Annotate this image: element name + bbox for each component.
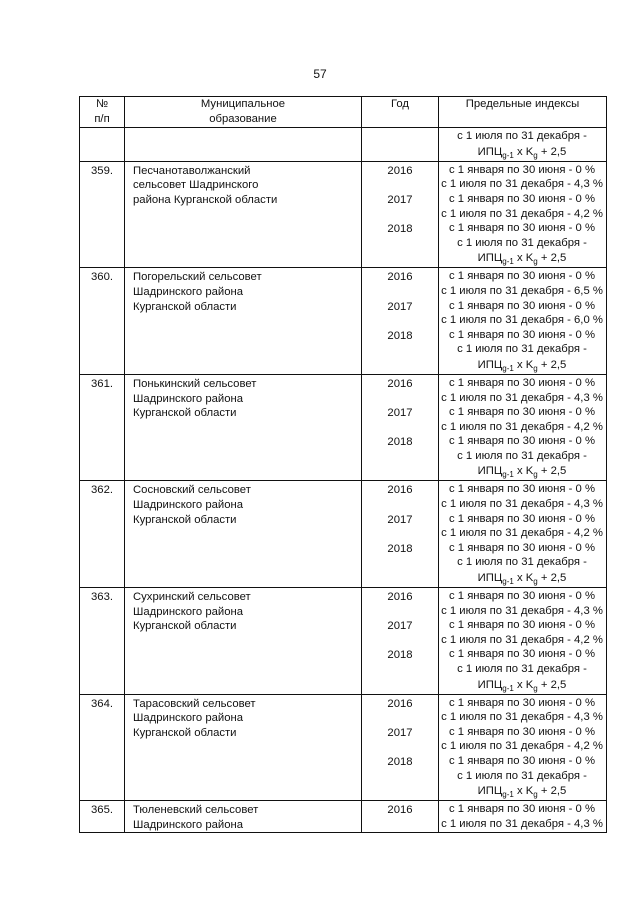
- formula: $ИПЦ_{g-1}$ х $K_g + 2,5$: [477, 572, 567, 587]
- index-period: с 1 июля по 31 декабря - 4,3 %: [441, 817, 603, 830]
- formula: $ИПЦ_{g-1}$ х $K_g + 2,5$: [477, 145, 567, 160]
- index-period: с 1 января по 30 июня - 0 %: [448, 328, 596, 341]
- index-period: с 1 июля по 31 декабря -: [457, 236, 587, 249]
- year-value: 2017: [387, 726, 413, 739]
- municipality-name: Сосновский сельсовет Шадринского района Курганской области: [125, 481, 362, 588]
- header-indices: Предельные индексы: [439, 97, 607, 128]
- index-period: с 1 июля по 31 декабря - 4,3 %: [441, 604, 603, 617]
- indices-cell: [439, 694, 607, 801]
- index-period: с 1 января по 30 июня - 0 %: [448, 406, 596, 419]
- year-cell: [362, 161, 439, 268]
- year-value: 2016: [387, 697, 413, 710]
- index-period: с 1 января по 30 июня - 0 %: [448, 725, 596, 738]
- index-period: с 1 июля по 31 декабря -: [457, 449, 587, 462]
- year-value: 2017: [387, 193, 413, 206]
- indices-cell: [439, 161, 607, 268]
- continuation-indices: с 1 июля по 31 декабря - $ИПЦ_{g-1}$ х $K_g + 2,5$: [439, 128, 607, 162]
- index-period: с 1 июля по 31 декабря - 4,2 %: [441, 633, 603, 646]
- year-value: 2018: [387, 755, 413, 768]
- index-period: с 1 января по 30 июня - 0 %: [448, 376, 596, 389]
- index-period: с 1 июля по 31 декабря - 4,3 %: [441, 498, 603, 511]
- year-value: 2018: [387, 436, 413, 449]
- header-municipality: Муниципальное образование: [125, 97, 362, 128]
- municipality-name: Погорельский сельсовет Шадринского района Курганской области: [125, 268, 362, 375]
- index-period: с 1 июля по 31 декабря - 4,2 %: [441, 527, 603, 540]
- index-period: с 1 января по 30 июня - 0 %: [448, 192, 596, 205]
- index-period: с 1 июля по 31 декабря - 6,5 %: [441, 284, 603, 297]
- year-value: 2016: [387, 271, 413, 284]
- index-period: с 1 июля по 31 декабря - 4,3 %: [441, 391, 603, 404]
- year-value: 2018: [387, 329, 413, 342]
- index-period: с 1 января по 30 июня - 0 %: [448, 483, 596, 496]
- table-row: [80, 588, 607, 695]
- continuation-row: [80, 128, 607, 162]
- table-header-row: [80, 97, 607, 128]
- index-period: с 1 января по 30 июня - 0 %: [448, 696, 596, 709]
- formula: $ИПЦ_{g-1}$ х $K_g + 2,5$: [477, 785, 567, 800]
- year-value: 2017: [387, 513, 413, 526]
- table-row: [80, 161, 607, 268]
- index-period: с 1 января по 30 июня - 0 %: [448, 435, 596, 448]
- index-period: с 1 января по 30 июня - 0 %: [448, 299, 596, 312]
- index-period: с 1 января по 30 июня - 0 %: [448, 163, 596, 176]
- index-period: с 1 июля по 31 декабря - 6,0 %: [441, 314, 603, 327]
- table-row: [80, 374, 607, 481]
- year-cell: [362, 374, 439, 481]
- index-period: с 1 июля по 31 декабря -: [457, 343, 587, 356]
- indices-cell: [439, 374, 607, 481]
- header-year: Год: [362, 97, 439, 128]
- year-cell: [362, 268, 439, 375]
- table-row: [80, 694, 607, 801]
- year-value: 2016: [387, 164, 413, 177]
- formula: $ИПЦ_{g-1}$ х $K_g + 2,5$: [477, 678, 567, 693]
- index-period: с 1 января по 30 июня - 0 %: [448, 222, 596, 235]
- table-row: [80, 481, 607, 588]
- table-row: [80, 268, 607, 375]
- index-period: с 1 июля по 31 декабря - 4,2 %: [441, 740, 603, 753]
- index-period: с 1 января по 30 июня - 0 %: [448, 648, 596, 661]
- year-cell: [362, 694, 439, 801]
- index-period: с 1 января по 30 июня - 0 %: [448, 619, 596, 632]
- indices-cell: [439, 588, 607, 695]
- year-value: 2018: [387, 649, 413, 662]
- index-period: с 1 января по 30 июня - 0 %: [448, 541, 596, 554]
- page-number: 57: [313, 67, 327, 81]
- year-value: 2018: [387, 223, 413, 236]
- year-cell: [362, 481, 439, 588]
- index-period: с 1 июля по 31 декабря - 4,3 %: [441, 711, 603, 724]
- year-value: 2017: [387, 407, 413, 420]
- year-value: 2017: [387, 620, 413, 633]
- row-number: 362.: [80, 481, 125, 588]
- municipality-name: Песчанотаволжанский сельсовет Шадринского района Курганской области: [125, 161, 362, 268]
- row-number: 363.: [80, 588, 125, 695]
- index-period: с 1 июля по 31 декабря -: [457, 663, 587, 675]
- index-period: с 1 июля по 31 декабря - 4,2 %: [441, 207, 603, 220]
- year-cell: [362, 588, 439, 695]
- municipality-name: Понькинский сельсовет Шадринского района Курганской области: [125, 374, 362, 481]
- index-period: с 1 июля по 31 декабря - 4,3 %: [441, 178, 603, 191]
- row-number: 364.: [80, 694, 125, 801]
- formula: $ИПЦ_{g-1}$ х $K_g + 2,5$: [477, 465, 567, 480]
- municipality-name: Тарасовский сельсовет Шадринского района Курганской области: [125, 694, 362, 801]
- row-number: 365.: [80, 801, 125, 833]
- year-value: 2017: [387, 300, 413, 313]
- municipality-name: Тюленевский сельсовет Шадринского района: [125, 801, 362, 833]
- indices-table: [79, 96, 607, 833]
- index-period: с 1 января по 30 июня - 0 %: [448, 590, 596, 603]
- indices-cell: [439, 801, 607, 833]
- year-value: 2016: [387, 591, 413, 604]
- formula: $ИПЦ_{g-1}$ х $K_g + 2,5$: [477, 252, 567, 267]
- formula: $ИПЦ_{g-1}$ х $K_g + 2,5$: [477, 358, 567, 373]
- index-period: с 1 июля по 31 декабря -: [457, 556, 587, 569]
- index-period: с 1 января по 30 июня - 0 %: [448, 803, 596, 816]
- index-period: с 1 января по 30 июня - 0 %: [448, 512, 596, 525]
- header-num: № п/п: [80, 97, 125, 128]
- index-period: с 1 января по 30 июня - 0 %: [448, 270, 596, 283]
- indices-cell: [439, 268, 607, 375]
- row-number: 359.: [80, 161, 125, 268]
- municipality-name: Сухринский сельсовет Шадринского района Курганской области: [125, 588, 362, 695]
- year-value: 2016: [387, 377, 413, 390]
- index-period: с 1 июля по 31 декабря - 4,2 %: [441, 420, 603, 433]
- index-period: с 1 июля по 31 декабря -: [457, 769, 587, 782]
- year-value: 2016: [387, 484, 413, 497]
- year-value: 2018: [387, 542, 413, 555]
- row-number: 360.: [80, 268, 125, 375]
- indices-cell: [439, 481, 607, 588]
- year-value: 2016: [387, 804, 413, 817]
- table-row: [80, 801, 607, 833]
- index-period: с 1 января по 30 июня - 0 %: [448, 754, 596, 767]
- row-number: 361.: [80, 374, 125, 481]
- year-cell: [362, 801, 439, 833]
